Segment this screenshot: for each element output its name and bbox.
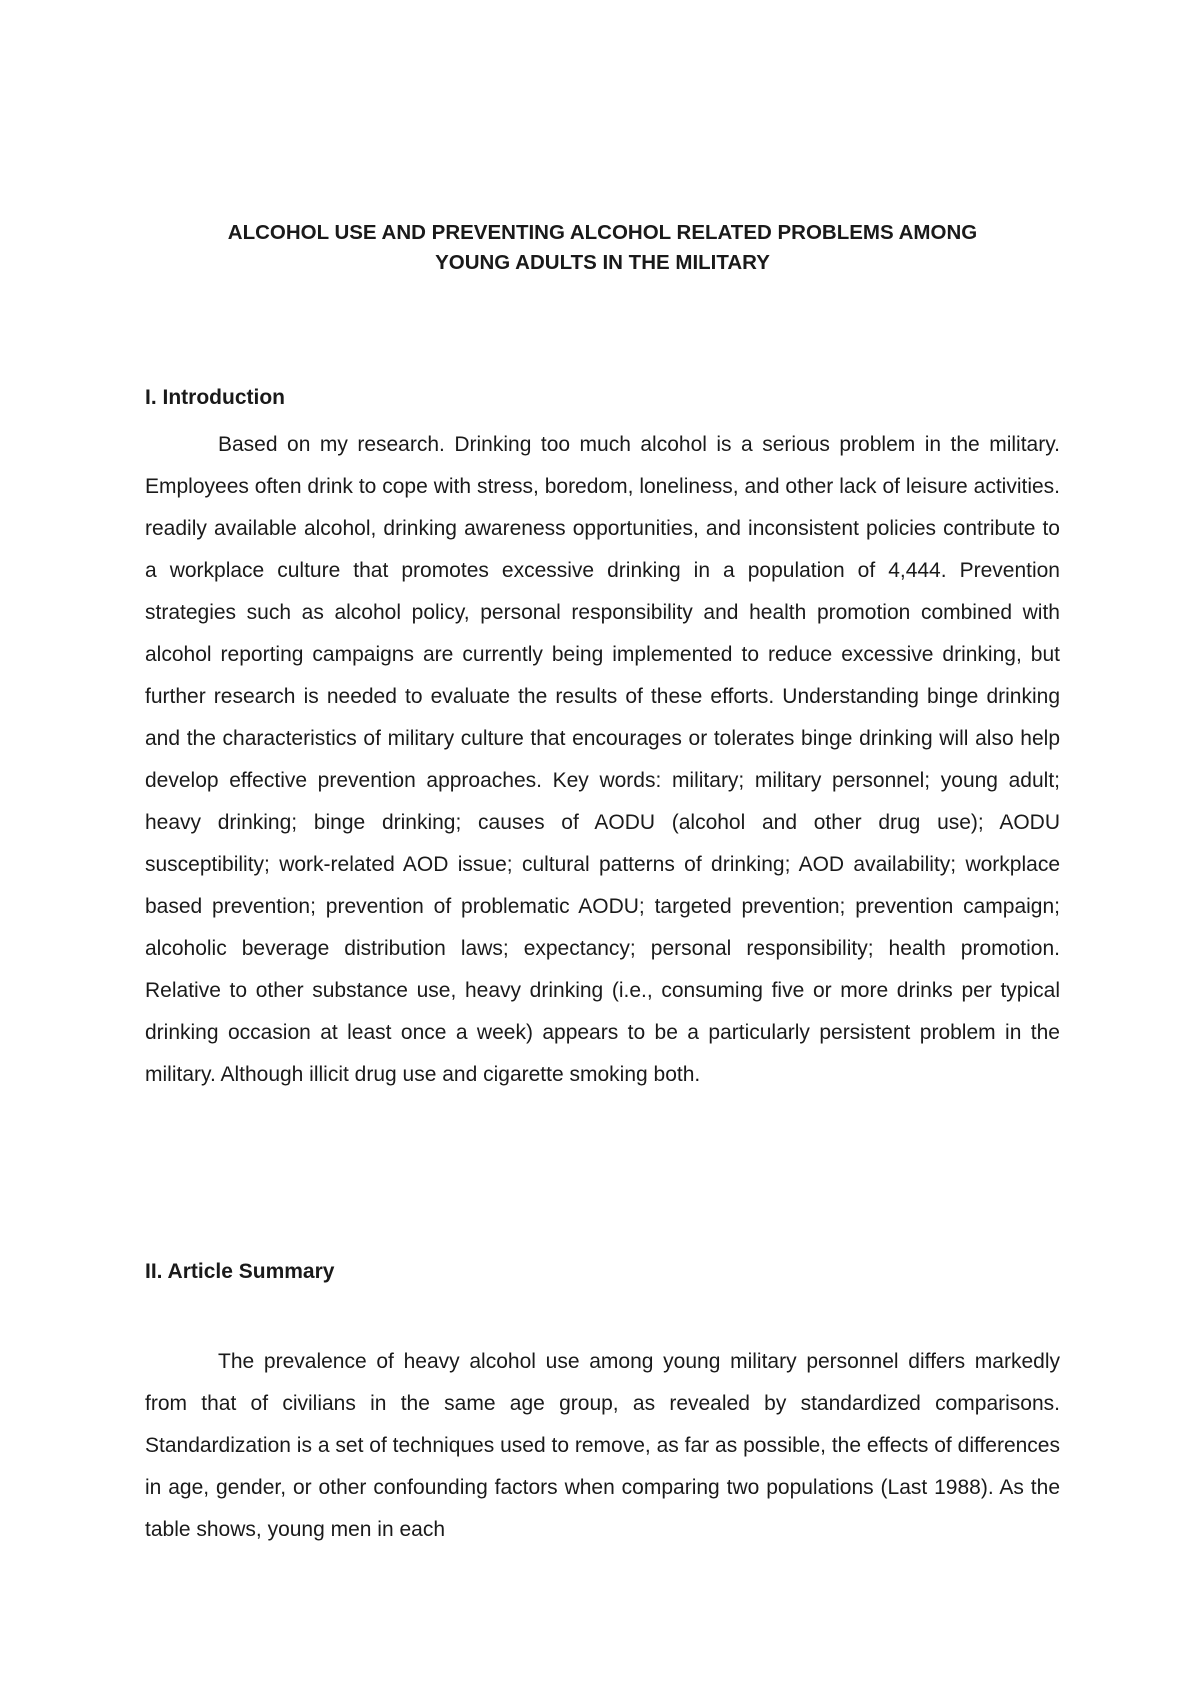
document-title — [145, 218, 1060, 278]
document-title-line-1: ALCOHOL USE AND PREVENTING ALCOHOL RELATED PROBLEMS AMONG — [227, 221, 978, 244]
article-summary-paragraph: The prevalence of heavy alcohol use among young military personnel differs markedly from that of civilians in the same age group, as revealed by standardized comparisons. Standardization is a set of techniques used to remove, as far as possible, the effects of differences in age, gender, or other confounding factors when comparing two populations (Last 1988). As the table shows, young men in each — [145, 1350, 1060, 1541]
section-heading-article-summary: II. Article Summary — [145, 1260, 335, 1283]
introduction-paragraph: Based on my research. Drinking too much alcohol is a serious problem in the military. Employees often drink to cope with stress, boredom, loneliness, and other lack of leisure activities. readily available alcohol, drinking awareness opportunities, and inconsistent policies contribute to a workplace culture that promotes excessive drinking in a population of 4,444. Prevention strategies such as alcohol policy, personal responsibility and health promotion combined with alcohol reporting campaigns are currently being implemented to reduce excessive drinking, but further research is needed to evaluate the results of these efforts. Understanding binge drinking and the characteristics of military culture that encourages or tolerates binge drinking will also help develop effective prevention approaches. Key words: military; military personnel; young adult; heavy drinking; binge drinking; causes of AODU (alcohol and other drug use); AODU susceptibility; work-related AOD issue; cultural patterns of drinking; AOD availability; workplace based prevention; prevention of problematic AODU; targeted prevention; prevention campaign; alcoholic beverage distribution laws; expectancy; personal responsibility; health promotion. Relative to other substance use, heavy drinking (i.e., consuming five or more drinks per typical drinking occasion at least once a week) appears to be a particularly persistent problem in the military. Although illicit drug use and cigarette smoking both. — [145, 433, 1060, 1086]
section-heading-introduction: I. Introduction — [145, 386, 285, 409]
document-title-line-2: YOUNG ADULTS IN THE MILITARY — [435, 251, 770, 274]
